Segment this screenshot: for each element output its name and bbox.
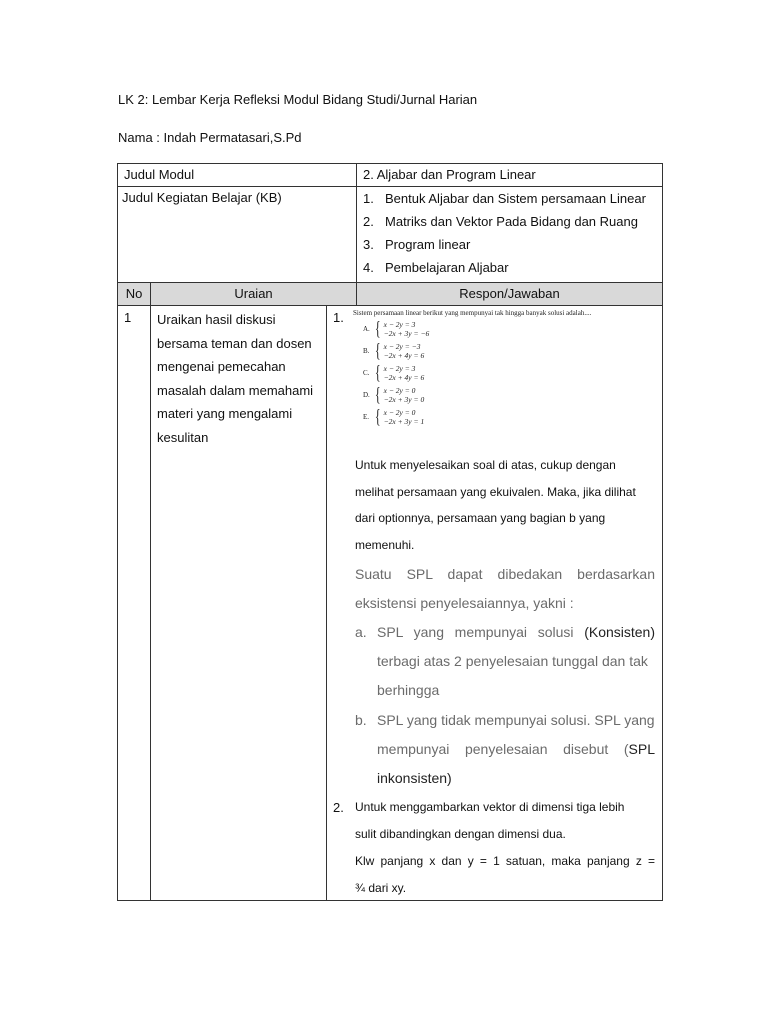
option-letter: C. [363,369,370,377]
option-c [363,362,653,384]
answer-2 [355,794,655,902]
equation: −2x + 3y = −6 [383,329,430,338]
kb-item-number: 4. [363,260,374,275]
col-header-uraian: Uraian [151,283,357,306]
equation: −2x + 3y = 1 [383,417,425,426]
question-stem: Sistem persamaan linear berikut yang mempunyai tak hingga banyak solusi adalah.... [353,309,592,317]
option-letter: E. [363,413,370,421]
kb-item-text: Matriks dan Vektor Pada Bidang dan Ruang [385,214,638,229]
equation: x − 2y = 3 [383,364,416,373]
item-emphasis: SPL [628,741,655,757]
response-cell [327,306,663,901]
spl-item-b [355,706,655,793]
equation: −2x + 4y = 6 [383,351,425,360]
equation: x − 2y = 3 [383,320,416,329]
option-letter: A. [363,325,370,333]
item-letter: a. [355,624,367,640]
kb-item [363,210,658,233]
option-e [363,406,653,428]
document-title: LK 2: Lembar Kerja Refleksi Modul Bidang Studi/Jurnal Harian [118,92,478,107]
equation: x − 2y = 0 [383,386,416,395]
option-a [363,318,653,340]
kb-list [363,187,658,279]
equation: −2x + 3y = 0 [383,395,425,404]
equation: x − 2y = −3 [383,342,421,351]
question-1-number: 1. [333,310,344,325]
kb-item-number: 3. [363,237,374,252]
answer-2-line: Klw panjang x dan y = 1 satuan, maka panjang z = [355,854,655,868]
option-d [363,384,653,406]
row-number: 1 [118,306,151,901]
kb-item-text: Pembelajaran Aljabar [385,260,509,275]
option-letter: D. [363,391,370,399]
spl-intro-line: Suatu SPL dapat dibedakan berdasarkan [355,566,655,582]
kb-list-cell [357,187,663,283]
kb-item-text: Program linear [385,237,471,252]
kb-item [363,187,658,210]
option-b [363,340,653,362]
brace-icon: { [374,318,381,340]
item-emphasis: inkonsisten) [377,770,452,786]
equation: x − 2y = 0 [383,408,416,417]
brace-icon: { [374,406,381,428]
kb-item-text: Bentuk Aljabar dan Sistem persamaan Linear [385,191,646,206]
judul-modul-value: 2. Aljabar dan Program Linear [357,164,663,187]
kb-label: Judul Kegiatan Belajar (KB) [118,187,357,283]
answer-2-line: sulit dibandingkan dengan dimensi dua. [355,827,566,841]
item-text: SPL yang tidak mempunyai solusi. SPL yang [377,712,655,728]
option-letter: B. [363,347,370,355]
brace-icon: { [374,340,381,362]
brace-icon: { [374,362,381,384]
col-header-no: No [118,283,151,306]
question-2-number: 2. [333,800,344,815]
item-emphasis: (Konsisten) [584,624,655,640]
spl-intro-line: eksistensi penyelesaiannya, yakni : [355,595,574,611]
reflection-table [117,163,663,901]
item-letter: b. [355,712,367,728]
item-text: mempunyai penyelesaian disebut ( [377,741,629,757]
author-name: Nama : Indah Permatasari,S.Pd [118,130,302,145]
item-text: berhingga [377,682,440,698]
col-header-respon: Respon/Jawaban [357,283,663,306]
kb-item [363,256,658,279]
kb-item [363,233,658,256]
spl-intro [355,560,655,618]
answer-2-line: ¾ dari xy. [355,881,407,895]
uraian-text: Uraikan hasil diskusi bersama teman dan dosen mengenai pemecahan masalah dalam memahami materi yang mengalami kesulitan [151,306,327,901]
judul-modul-label: Judul Modul [118,164,357,187]
answer-2-line: Untuk menggambarkan vektor di dimensi tiga lebih [355,800,625,814]
brace-icon: { [374,384,381,406]
item-text: SPL yang mempunyai solusi [377,624,585,640]
item-text: terbagi atas 2 penyelesaian tunggal dan tak [377,653,648,669]
explanation-paragraph: Untuk menyelesaikan soal di atas, cukup dengan melihat persamaan yang ekuivalen. Maka, jika dilihat dari optionnya, persamaan yang bagian b yang memenuhi. [355,458,636,552]
kb-item-number: 2. [363,214,374,229]
question-image [353,308,653,428]
spl-item-a [355,618,655,705]
kb-item-number: 1. [363,191,374,206]
equation: −2x + 4y = 6 [383,373,425,382]
